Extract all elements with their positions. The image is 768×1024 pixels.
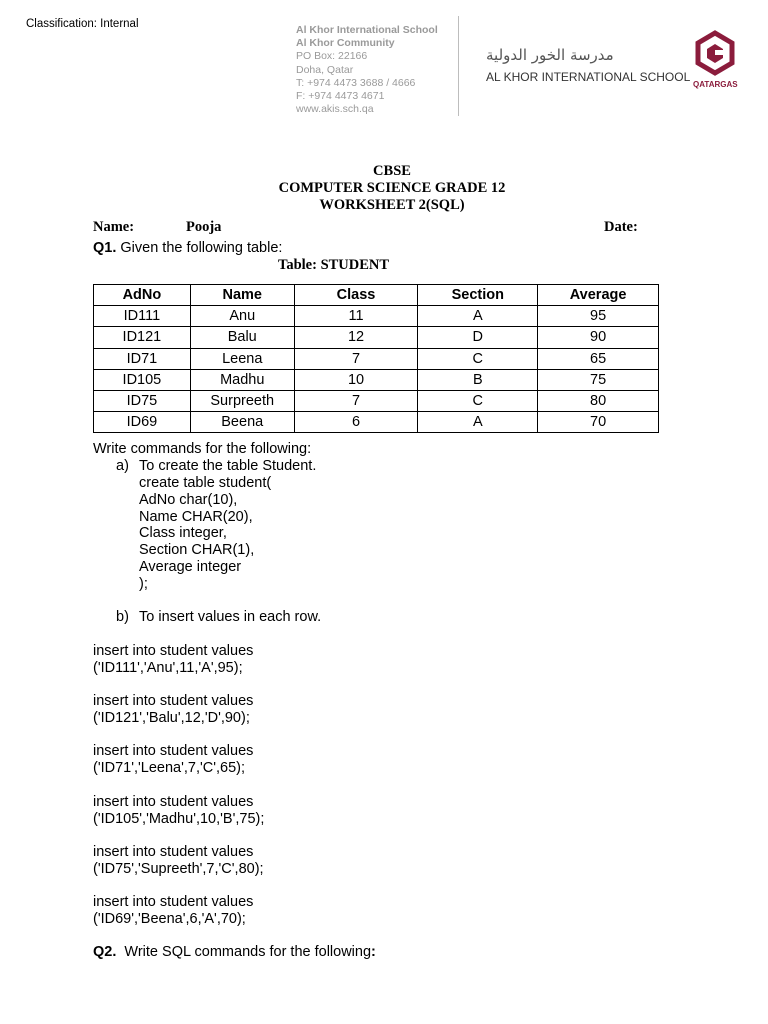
table-cell: 12 (294, 327, 418, 348)
school-name-english: AL KHOR INTERNATIONAL SCHOOL (486, 70, 691, 84)
address-line: www.akis.sch.qa (296, 103, 374, 116)
table-cell: D (418, 327, 538, 348)
code-line: ('ID111','Anu',11,'A',95); (93, 659, 243, 676)
code-line: insert into student values (93, 693, 254, 709)
table-cell: ID69 (94, 412, 191, 433)
classification-label: Classification: Internal (26, 18, 139, 30)
q2-number: Q2. (93, 944, 117, 960)
table-cell: 7 (294, 390, 418, 411)
table-cell: A (418, 306, 538, 327)
table-cell: A (418, 412, 538, 433)
table-cell: ID71 (94, 348, 191, 369)
q2-colon: : (371, 944, 376, 960)
table-cell: C (418, 348, 538, 369)
address-line: PO Box: 22166 (296, 50, 368, 63)
code-line: AdNo char(10), (139, 491, 238, 508)
insert-statement (93, 844, 264, 878)
insert-statement (93, 693, 253, 727)
school-address-block (296, 24, 438, 116)
insert-statement (93, 643, 253, 677)
table-cell: 7 (294, 348, 418, 369)
table-cell: 70 (538, 412, 659, 433)
instruction-text: Write commands for the following: (93, 441, 312, 457)
name-value: Pooja (186, 219, 222, 235)
part-b-marker: b) (116, 609, 129, 625)
table-row (94, 348, 659, 369)
column-header: AdNo (94, 285, 191, 306)
address-line: Doha, Qatar (296, 63, 354, 76)
code-line: ); (139, 575, 148, 592)
q1-prompt: Given the following table: (116, 240, 283, 256)
table-cell: 90 (538, 327, 659, 348)
code-line: insert into student values (93, 894, 254, 910)
code-line: ('ID71','Leena',7,'C',65); (93, 759, 246, 776)
code-line: Section CHAR(1), (139, 542, 255, 559)
address-line: Al Khor Community (296, 37, 395, 50)
address-line: F: +974 4473 4671 (296, 90, 385, 103)
table-row (94, 390, 659, 411)
table-cell: 75 (538, 369, 659, 390)
table-row (94, 306, 659, 327)
table-row (94, 327, 659, 348)
school-name-arabic: مدرسة الخور الدولية (486, 46, 614, 64)
table-cell: 80 (538, 390, 659, 411)
address-line: Al Khor International School (296, 24, 438, 36)
table-cell: ID111 (94, 306, 191, 327)
part-b-text: To insert values in each row. (139, 609, 322, 625)
code-line: insert into student values (93, 844, 254, 860)
column-header: Average (538, 285, 659, 306)
code-line: Class integer, (139, 525, 227, 542)
qatargas-logo-icon (692, 30, 738, 83)
code-line: ('ID69','Beena',6,'A',70); (93, 910, 246, 927)
table-cell: Beena (190, 412, 294, 433)
part-a-text: To create the table Student. (139, 458, 317, 474)
q2-heading (93, 944, 376, 961)
code-line: create table student( (139, 475, 272, 491)
column-header: Section (418, 285, 538, 306)
subject-title: COMPUTER SCIENCE GRADE 12 (278, 180, 506, 196)
insert-statement (93, 894, 253, 928)
board-title: CBSE (373, 163, 411, 179)
table-cell: C (418, 390, 538, 411)
part-a-marker: a) (116, 458, 129, 474)
column-header: Name (190, 285, 294, 306)
code-line: ('ID105','Madhu',10,'B',75); (93, 810, 265, 827)
code-line: ('ID75','Supreeth',7,'C',80); (93, 860, 264, 877)
code-line: ('ID121','Balu',12,'D',90); (93, 709, 250, 726)
table-cell: 10 (294, 369, 418, 390)
code-line: Name CHAR(20), (139, 508, 253, 525)
worksheet-title: WORKSHEET 2(SQL) (319, 197, 465, 213)
table-cell: Surpreeth (190, 390, 294, 411)
table-cell: 65 (538, 348, 659, 369)
logo-label: QATARGAS (693, 80, 738, 89)
insert-statement (93, 794, 264, 828)
q1-number: Q1. (93, 240, 117, 256)
table-cell: 11 (294, 306, 418, 327)
code-line: insert into student values (93, 643, 254, 659)
create-table-code (139, 475, 271, 593)
insert-statement (93, 743, 253, 777)
name-label: Name: (93, 219, 135, 235)
table-cell: ID105 (94, 369, 191, 390)
table-cell: Balu (190, 327, 294, 348)
table-cell: B (418, 369, 538, 390)
column-header: Class (294, 285, 418, 306)
table-cell: 6 (294, 412, 418, 433)
table-cell: ID75 (94, 390, 191, 411)
table-cell: Madhu (190, 369, 294, 390)
table-caption: Table: STUDENT (278, 257, 390, 273)
table-row (94, 412, 659, 433)
table-cell: 95 (538, 306, 659, 327)
date-label: Date: (604, 219, 638, 235)
table-cell: Leena (190, 348, 294, 369)
student-table (93, 284, 659, 433)
q1-heading (93, 240, 282, 257)
table-cell: ID121 (94, 327, 191, 348)
table-row (94, 369, 659, 390)
table-cell: Anu (190, 306, 294, 327)
address-line: T: +974 4473 3688 / 4666 (296, 76, 416, 89)
code-line: insert into student values (93, 794, 254, 810)
code-line: insert into student values (93, 743, 254, 759)
header-divider (458, 16, 459, 116)
table-header-row (94, 285, 659, 306)
q2-prompt: Write SQL commands for the following (116, 944, 372, 960)
code-line: Average integer (139, 558, 242, 575)
